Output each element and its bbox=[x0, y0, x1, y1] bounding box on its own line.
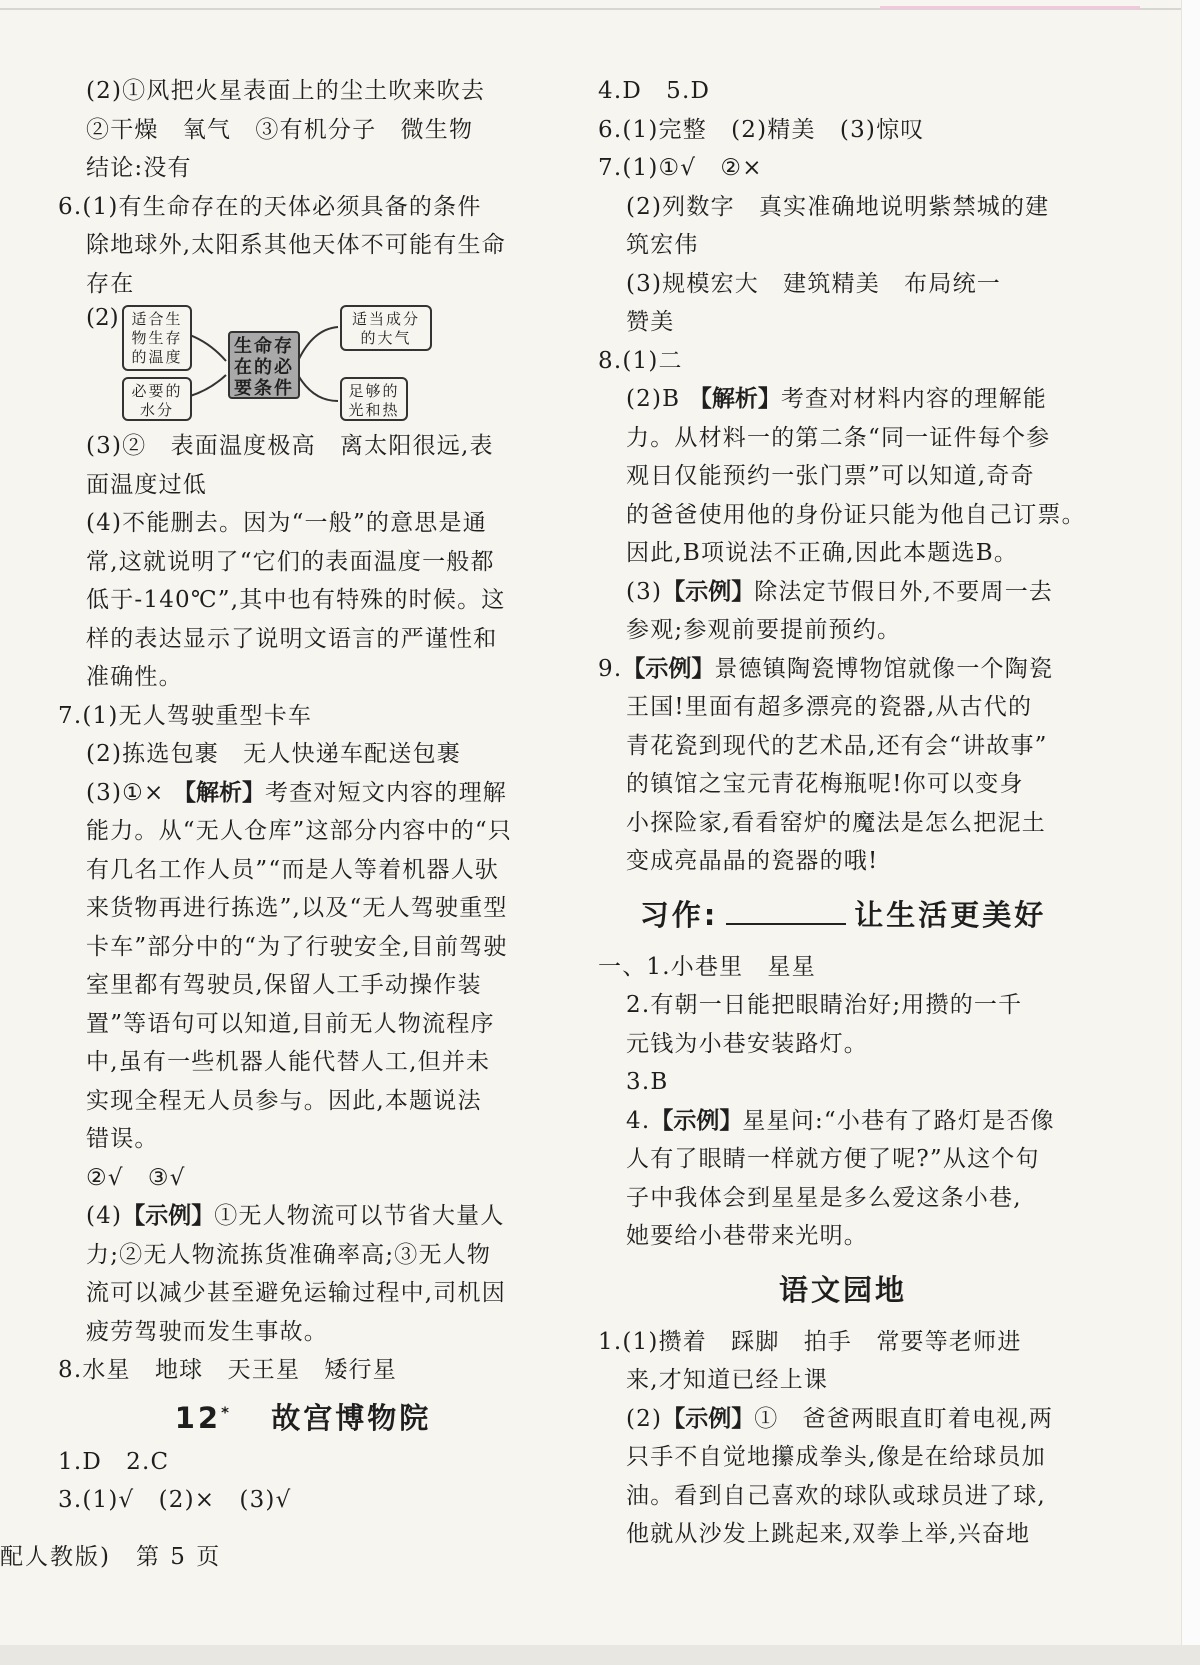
text-line: (3)规模宏大 建筑精美 布局统一 bbox=[626, 270, 1001, 297]
text-line: 1.D 2.C bbox=[58, 1448, 170, 1475]
example-line: (4)【示例】①无人物流可以节省大量人 bbox=[86, 1203, 505, 1229]
text-line: 油。看到自己喜欢的球队或球员进了球, bbox=[626, 1482, 1046, 1509]
text-line: 4.D 5.D bbox=[598, 78, 711, 104]
text-line: 除地球外,太阳系其他天体不可能有生命 bbox=[86, 232, 506, 258]
text-line: 3.(1)√ (2)× (3)√ bbox=[58, 1487, 292, 1513]
text-line: 卡车”部分中的“为了行驶安全,目前驾驶 bbox=[86, 933, 508, 960]
text-line: 室里都有驾驶员,保留人工手动操作装 bbox=[86, 972, 482, 998]
example-tag: 【示例】 bbox=[650, 1107, 743, 1134]
text-line: 力。从材料一的第二条“同一证件每个参 bbox=[626, 424, 1051, 451]
node-atmosphere: 适当成分的大气 bbox=[340, 305, 432, 351]
text-line: 疲劳驾驶而发生事故。 bbox=[86, 1318, 328, 1345]
right-block-f bbox=[598, 1140, 1088, 1256]
right-block-e bbox=[598, 948, 1088, 1102]
node-water: 必要的水分 bbox=[122, 377, 192, 421]
text-line: 她要给小巷带来光明。 bbox=[626, 1223, 868, 1249]
section-heading-garden: 语文园地 bbox=[778, 1272, 907, 1307]
left-block-b bbox=[58, 427, 548, 774]
text-line: 6.(1)完整 (2)精美 (3)惊叹 bbox=[598, 116, 925, 143]
right-block-c bbox=[598, 611, 1088, 650]
text-line: (2)①风把火星表面上的尘土吹来吹去 bbox=[86, 78, 486, 104]
fill-blank bbox=[726, 901, 846, 925]
lesson-heading: 12* 故宫博物院 bbox=[174, 1400, 432, 1435]
text-line: 因此,B项说法不正确,因此本题选B。 bbox=[626, 540, 1019, 566]
text-line: 有几名工作人员”“而是人等着机器人驮 bbox=[86, 856, 500, 883]
text-line: 7.(1)①√ ②× bbox=[598, 155, 763, 181]
text-line: 流可以减少甚至避免运输过程中,司机因 bbox=[86, 1280, 506, 1306]
node-light-heat: 足够的光和热 bbox=[340, 377, 408, 421]
page-footer: 配人教版) 第 5 页 bbox=[0, 1544, 222, 1570]
text-line: 赞美 bbox=[626, 309, 675, 335]
page-edge bbox=[1181, 0, 1200, 1665]
diagram-number: (2) bbox=[86, 305, 119, 331]
q1-2-line: (2)【示例】① 爸爸两眼直盯着电视,两 bbox=[626, 1405, 1054, 1432]
top-rule-accent bbox=[880, 6, 1140, 9]
text-line: 参观;参观前要提前预约。 bbox=[626, 617, 902, 643]
example-tag: 【示例】 bbox=[662, 578, 755, 605]
text-line: 1.(1)攒着 踩脚 拍手 常要等老师进 bbox=[598, 1328, 1022, 1355]
text-line: 的镇馆之宝元青花梅瓶呢!你可以变身 bbox=[626, 771, 1024, 797]
text-line: 常,这就说明了“它们的表面温度一般都 bbox=[86, 548, 495, 575]
text-line: 8.水星 地球 天王星 矮行星 bbox=[58, 1357, 397, 1383]
right-block-h bbox=[598, 1438, 1088, 1554]
text-line: 来货物再进行拣选”,以及“无人驾驶重型 bbox=[86, 895, 508, 921]
example-tag: 【示例】 bbox=[662, 1405, 755, 1432]
analysis-line: (3)①× 【解析】考查对短文内容的理解 bbox=[86, 779, 507, 806]
text-line: 低于-140℃”,其中也有特殊的时候。这 bbox=[86, 587, 506, 613]
q4-line: 4.【示例】星星问:“小巷有了路灯是否像 bbox=[626, 1107, 1055, 1134]
text-line: 结论:没有 bbox=[86, 155, 192, 181]
text-line: 筑宏伟 bbox=[626, 232, 699, 258]
text-line: 子中我体会到星星是多么爱这条小巷, bbox=[626, 1184, 1022, 1211]
text-line: 他就从沙发上跳起来,双拳上举,兴奋地 bbox=[626, 1521, 1031, 1547]
text-line: 置”等语句可以知道,目前无人物流程序 bbox=[86, 1010, 495, 1037]
analysis-tag: 【解析】 bbox=[173, 779, 265, 806]
bottom-band bbox=[0, 1645, 1200, 1665]
analysis-tag: 【解析】 bbox=[688, 386, 781, 412]
q8-3-line: (3)【示例】除法定节假日外,不要周一去 bbox=[626, 578, 1054, 605]
text-line: 力;②无人物流拣货准确率高;③无人物 bbox=[86, 1241, 492, 1268]
right-block-a bbox=[598, 72, 1088, 380]
right-block-d bbox=[598, 688, 1088, 881]
text-line: 准确性。 bbox=[86, 664, 183, 690]
left-block-e bbox=[58, 1443, 548, 1520]
text-line: (4)不能删去。因为“一般”的意思是通 bbox=[86, 510, 487, 536]
text-line: (3)② 表面温度极高 离太阳很远,表 bbox=[86, 433, 494, 459]
text-line: 错误。 bbox=[86, 1126, 159, 1152]
lesson-title: 故宫博物院 bbox=[271, 1400, 432, 1435]
right-column bbox=[598, 72, 1088, 1554]
text-line: ②干燥 氧气 ③有机分子 微生物 bbox=[86, 116, 474, 143]
text-line: 能力。从“无人仓库”这部分内容中的“只 bbox=[86, 818, 513, 844]
node-temperature: 适合生物生存的温度 bbox=[122, 305, 192, 371]
text-line: 中,虽有一些机器人能代替人工,但并未 bbox=[86, 1049, 491, 1075]
left-block-a bbox=[58, 72, 548, 303]
left-block-d bbox=[58, 1236, 548, 1390]
text-line: 青花瓷到现代的艺术品,还有会“讲故事” bbox=[626, 732, 1048, 759]
text-line: (2)拣选包裹 无人快递车配送包裹 bbox=[86, 741, 461, 767]
text-line: 一、1.小巷里 星星 bbox=[598, 953, 816, 980]
text-line: 元钱为小巷安装路灯。 bbox=[626, 1030, 868, 1057]
life-conditions-diagram bbox=[58, 305, 548, 417]
text-line: 来,才知道已经上课 bbox=[626, 1367, 829, 1393]
example-tag: 【示例】 bbox=[622, 655, 715, 682]
text-line: 只手不自觉地攥成拳头,像是在给球员加 bbox=[626, 1444, 1046, 1470]
text-line: 存在 bbox=[86, 270, 135, 297]
text-line: 人有了眼睛一样就方便了呢?”从这个句 bbox=[626, 1146, 1040, 1172]
right-block-g bbox=[598, 1323, 1088, 1400]
text-line: 8.(1)二 bbox=[598, 347, 683, 374]
text-line: (2)列数字 真实准确地说明紫禁城的建 bbox=[626, 193, 1050, 220]
q8-analysis-line: (2)B 【解析】考查对材料内容的理解能 bbox=[626, 386, 1048, 412]
text-line: ②√ ③√ bbox=[86, 1164, 186, 1191]
text-line: 面温度过低 bbox=[86, 471, 207, 498]
node-center: 生命存在的必要条件 bbox=[228, 331, 300, 399]
text-line: 观日仅能预约一张门票”可以知道,奇奇 bbox=[626, 463, 1035, 489]
section-heading-writing: 习作: 让生活更美好 bbox=[639, 897, 1047, 932]
left-column bbox=[58, 72, 548, 1520]
example-tag: 【示例】 bbox=[122, 1203, 215, 1229]
left-block-c bbox=[58, 812, 548, 1197]
text-line: 王国!里面有超多漂亮的瓷器,从古代的 bbox=[626, 694, 1033, 720]
text-line: 变成亮晶晶的瓷器的哦! bbox=[626, 848, 879, 874]
text-line: 的爸爸使用他的身份证只能为他自己订票。 bbox=[626, 501, 1086, 528]
text-line: 小探险家,看看窑炉的魔法是怎么把泥土 bbox=[626, 809, 1046, 836]
text-line: 样的表达显示了说明文语言的严谨性和 bbox=[86, 625, 498, 652]
text-line: 实现全程无人员参与。因此,本题说法 bbox=[86, 1087, 482, 1114]
text-line: 7.(1)无人驾驶重型卡车 bbox=[58, 702, 313, 729]
text-line: 2.有朝一日能把眼睛治好;用攒的一千 bbox=[626, 992, 1023, 1018]
text-line: 3.B bbox=[626, 1069, 669, 1095]
text-line: 6.(1)有生命存在的天体必须具备的条件 bbox=[58, 193, 482, 220]
right-block-b bbox=[598, 419, 1088, 573]
q9-line: 9.【示例】景德镇陶瓷博物馆就像一个陶瓷 bbox=[598, 655, 1054, 682]
